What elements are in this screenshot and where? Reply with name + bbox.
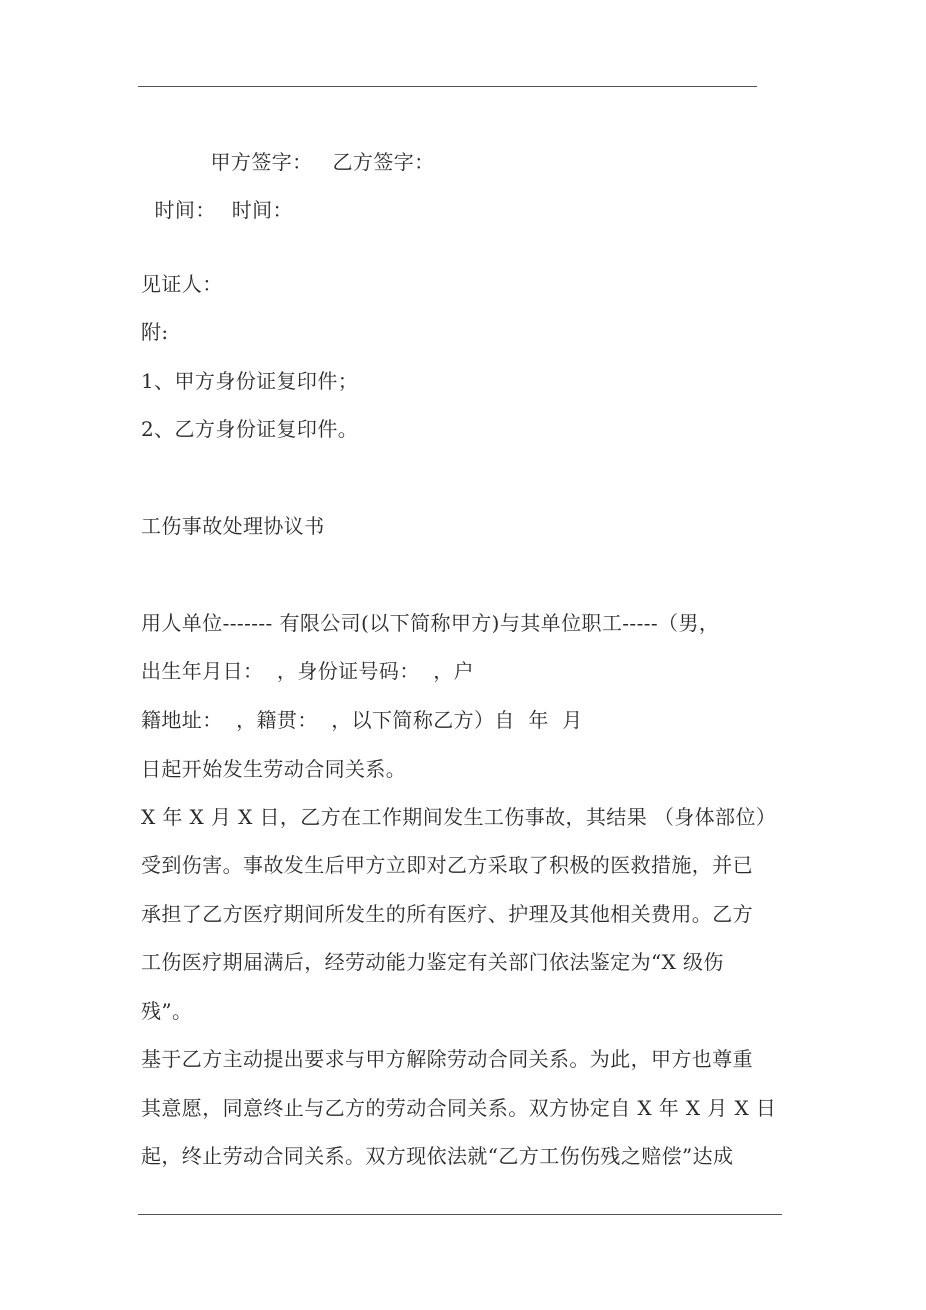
body-line: 残”。 xyxy=(141,999,193,1023)
body-line: 出生年月日： ，身份证号码： ，户 xyxy=(141,659,475,683)
header-rule xyxy=(138,86,757,87)
body-line: 用人单位------- 有限公司(以下简称甲方)与其单位职工-----（男， xyxy=(141,611,720,635)
party-a-time-label: 时间： xyxy=(154,198,216,222)
body-line: 受到伤害。事故发生后甲方立即对乙方采取了积极的医救措施，并已 xyxy=(141,853,753,877)
attachment-item: 2、乙方身份证复印件。 xyxy=(141,417,359,441)
body-line: 基于乙方主动提出要求与甲方解除劳动合同关系。为此，甲方也尊重 xyxy=(141,1047,753,1071)
footer-rule xyxy=(138,1214,782,1215)
body-line: 日起开始发生劳动合同关系。 xyxy=(141,757,407,781)
body-line: 起，终止劳动合同关系。双方现依法就“乙方工伤伤残之赔偿”达成 xyxy=(141,1144,734,1168)
signature-row xyxy=(141,126,435,174)
time-row xyxy=(141,174,293,222)
witness-label: 见证人： xyxy=(141,272,223,296)
party-a-signature-label: 甲方签字： xyxy=(210,150,313,174)
body-line: 工伤医疗期届满后，经劳动能力鉴定有关部门依法鉴定为“X 级伤 xyxy=(141,950,724,974)
attachment-item: 1、甲方身份证复印件； xyxy=(141,369,359,393)
body-line: X 年 X 月 X 日，乙方在工作期间发生工伤事故，其结果 （身体部位） xyxy=(141,805,777,829)
party-b-time-label: 时间： xyxy=(231,198,293,222)
body-line: 其意愿，同意终止与乙方的劳动合同关系。双方协定自 X 年 X 月 X 日 xyxy=(141,1096,777,1120)
body-line: 籍地址： ，籍贯： ，以下简称乙方）自 年 月 xyxy=(141,708,583,732)
document-title: 工伤事故处理协议书 xyxy=(141,514,325,538)
party-b-signature-label: 乙方签字： xyxy=(332,150,435,174)
attachments-title: 附: xyxy=(141,320,169,344)
body-line: 承担了乙方医疗期间所发生的所有医疗、护理及其他相关费用。乙方 xyxy=(141,902,753,926)
